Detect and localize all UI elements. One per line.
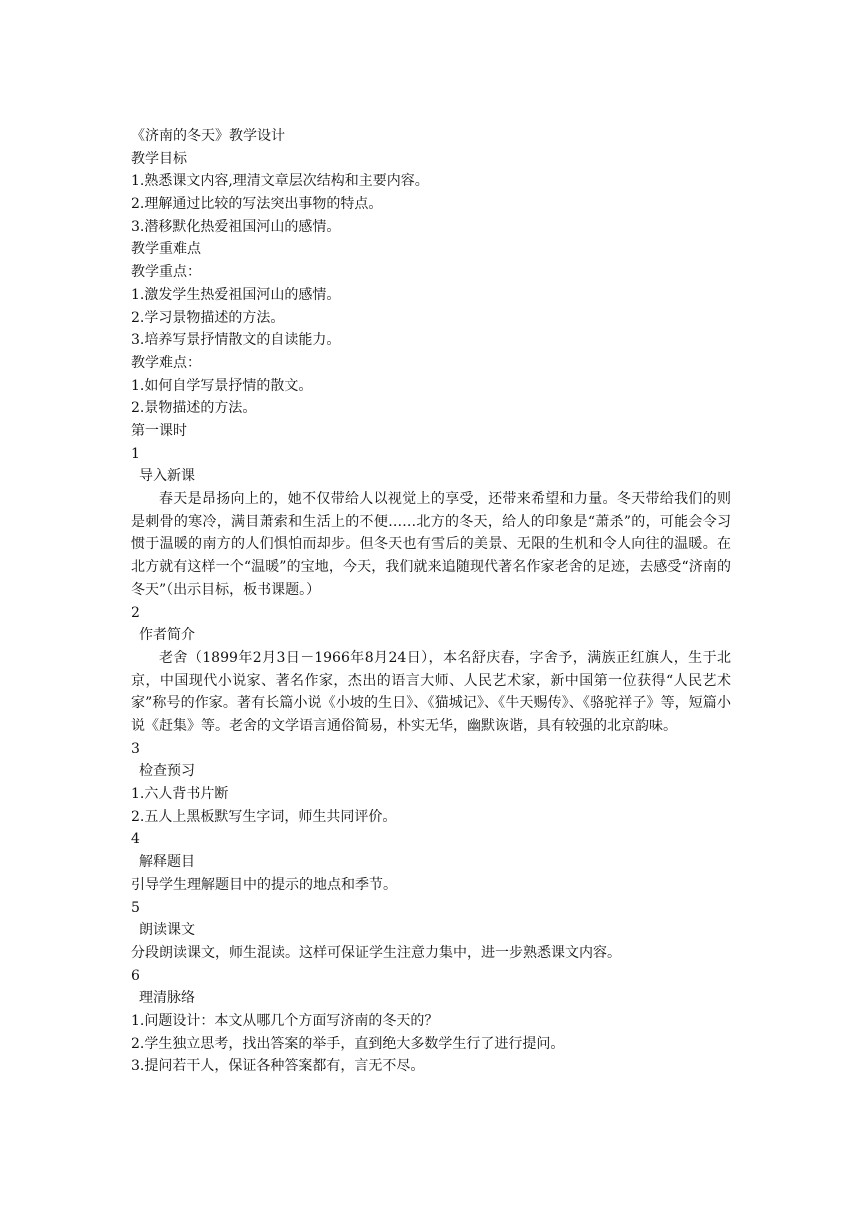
- section-paragraph: 春天是昂扬向上的，她不仅带给人以视觉上的享受，还带来希望和力量。冬天带给我们的则是刺骨的寒冷，满目萧索和生活上的不便……北方的冬天，给人的印象是“萧杀”的，可能会令习惯于温暖的南方的人们惧怕而却步。但冬天也有雪后的美景、无限的生机和令人向往的温暖。在北方就有这样一个“温暖”的宝地，今天，我们就来追随现代著名作家老舍的足迹，去感受“济南的冬天”（出示目标，板书课题。）: [131, 491, 731, 598]
- section-item: 引导学生理解题目中的提示的地点和季节。: [131, 876, 397, 893]
- section-number: 2: [131, 604, 140, 621]
- section-title: 检查预习: [139, 763, 195, 780]
- section-title: 朗读课文: [139, 922, 195, 939]
- section-number: 5: [131, 899, 140, 916]
- document-body: [131, 125, 731, 1078]
- key-point: 2.学习景物描述的方法。: [131, 309, 285, 326]
- section-number: 3: [131, 740, 140, 757]
- section-item: 1.六人背书片断: [131, 786, 229, 803]
- key-heading: 教学重点：: [131, 264, 201, 281]
- keydiff-heading: 教学重难点: [131, 241, 201, 258]
- goals-heading: 教学目标: [131, 150, 187, 167]
- section-item: 2.学生独立思考，找出答案的举手，直到绝大多数学生行了进行提问。: [131, 1035, 565, 1052]
- section-number: 1: [131, 445, 140, 462]
- key-point: 1.激发学生热爱祖国河山的感情。: [131, 286, 341, 303]
- section-paragraph: 老舍（1899年2月3日－1966年8月24日），本名舒庆春，字舍予，满族正红旗人，生于北京，中国现代小说家、著名作家，杰出的语言大师、人民艺术家，新中国第一位获得“人民艺术家”称号的作家。著有长篇小说《小坡的生日》、《猫城记》、《牛天赐传》、《骆驼祥子》等，短篇小说《赶集》等。老舍的文学语言通俗简易，朴实无华，幽默诙谐，具有较强的北京韵味。: [131, 649, 731, 734]
- goal-item: 3.潜移默化热爱祖国河山的感情。: [131, 218, 341, 235]
- section-item: 分段朗读课文，师生混读。这样可保证学生注意力集中，进一步熟悉课文内容。: [131, 944, 621, 961]
- document-title: 《济南的冬天》教学设计: [131, 128, 285, 144]
- diff-point: 2.景物描述的方法。: [131, 400, 257, 417]
- section-item: 3.提问若干人，保证各种答案都有，言无不尽。: [131, 1058, 425, 1075]
- diff-point: 1.如何自学写景抒情的散文。: [131, 377, 313, 394]
- section-item: 1.问题设计：本文从哪几个方面写济南的冬天的？: [131, 1012, 439, 1029]
- goal-item: 1.熟悉课文内容,理清文章层次结构和主要内容。: [131, 173, 429, 190]
- goal-item: 2.理解通过比较的写法突出事物的特点。: [131, 196, 383, 213]
- section-number: 6: [131, 967, 140, 984]
- section-title: 理清脉络: [139, 990, 195, 1007]
- section-title: 导入新课: [139, 468, 195, 485]
- diff-heading: 教学难点：: [131, 354, 201, 371]
- section-number: 4: [131, 831, 140, 848]
- lesson-heading: 第一课时: [131, 422, 187, 439]
- key-point: 3.培养写景抒情散文的自读能力。: [131, 332, 341, 349]
- section-title: 解释题目: [139, 854, 195, 871]
- section-item: 2.五人上黑板默写生字词，师生共同评价。: [131, 808, 397, 825]
- section-title: 作者简介: [139, 627, 195, 644]
